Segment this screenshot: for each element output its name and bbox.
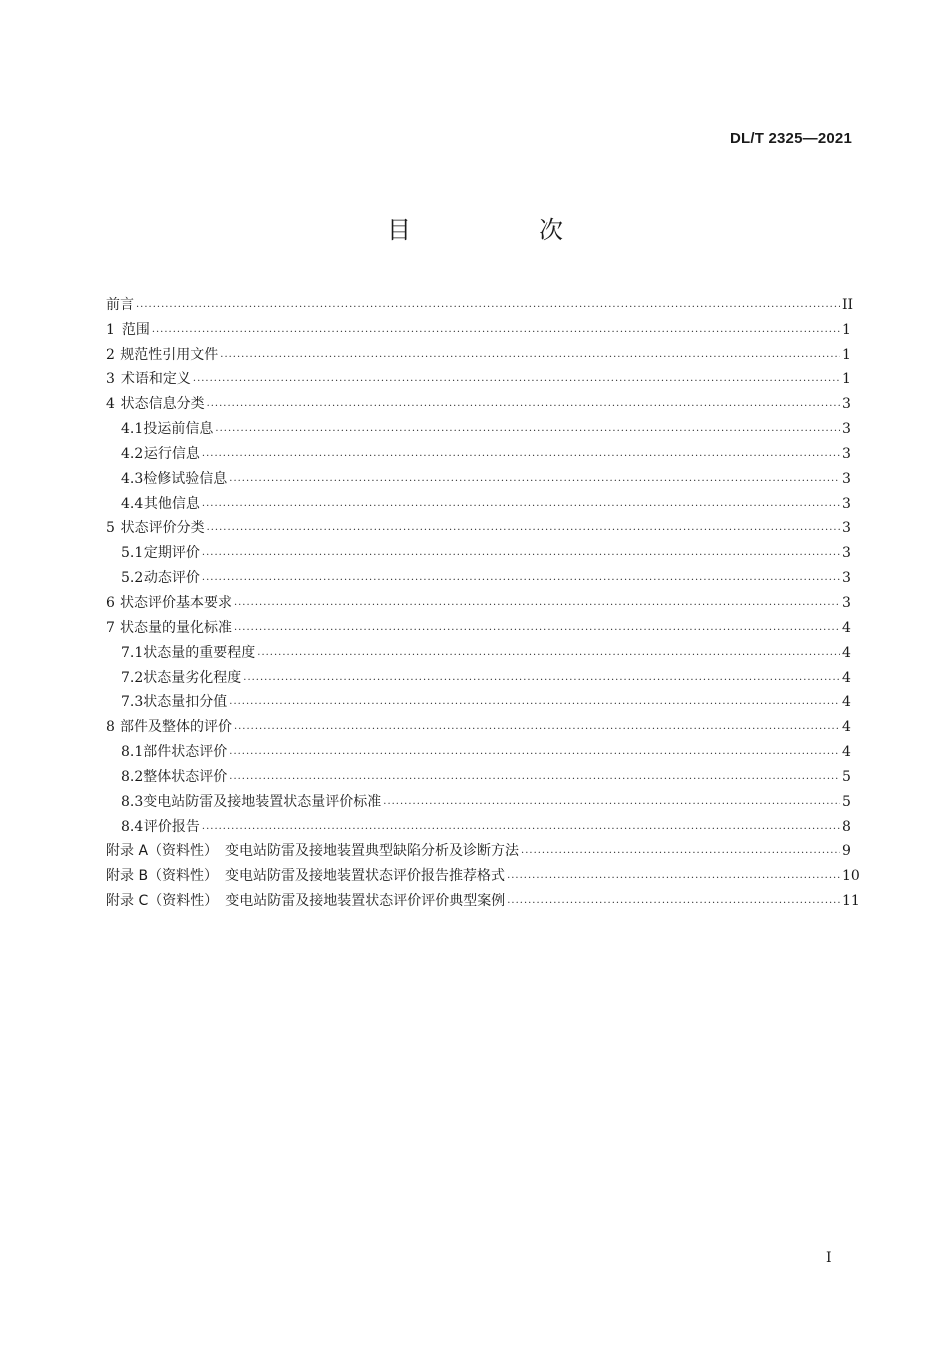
toc-entry-page: 3: [842, 570, 851, 587]
toc-dot-leader: [257, 650, 840, 662]
toc-entry-page: 3: [842, 421, 851, 438]
toc-entry-title: 状态量扣分值: [143, 694, 228, 711]
toc-entry-page: 3: [842, 520, 851, 537]
toc-dot-leader: [234, 600, 840, 612]
toc-entry-number: 1: [106, 321, 115, 338]
toc-entry-page: 1: [842, 346, 851, 363]
toc-entry-title: 附录 A（资料性） 变电站防雷及接地装置典型缺陷分析及诊断方法: [106, 843, 520, 860]
toc-entry[interactable]: [106, 562, 850, 587]
toc-entry[interactable]: [106, 587, 850, 612]
toc-dot-leader: [202, 575, 840, 587]
toc-entry-page: 1: [842, 321, 851, 338]
toc-dot-leader: [521, 848, 840, 860]
toc-entry-title: 规范性引用文件: [120, 346, 219, 363]
toc-entry-number: 4: [106, 396, 115, 413]
toc-entry[interactable]: [106, 537, 850, 562]
toc-entry-page: 3: [842, 495, 851, 512]
toc-entry-page: 4: [842, 669, 851, 686]
toc-entry-title: 部件及整体的评价: [119, 719, 232, 736]
toc-dot-leader: [229, 749, 840, 761]
toc-entry[interactable]: [106, 413, 850, 438]
toc-entry-title: 定期评价: [143, 545, 200, 562]
toc-entry-number: 4.4: [121, 495, 144, 512]
toc-dot-leader: [229, 774, 840, 786]
toc-entry-number: 5.1: [121, 545, 144, 562]
toc-entry-number: 8.2: [121, 768, 144, 785]
toc-entry-number: 8.3: [121, 793, 144, 810]
toc-entry-page: 4: [842, 719, 851, 736]
toc-entry-page: 3: [842, 545, 851, 562]
toc-dot-leader: [202, 451, 840, 463]
toc-entry-number: 8: [106, 719, 115, 736]
toc-entry-number: 5.2: [121, 570, 144, 587]
toc-dot-leader: [152, 327, 840, 339]
toc-dot-leader: [202, 501, 840, 513]
toc-dot-leader: [234, 724, 840, 736]
toc-entry[interactable]: [106, 612, 850, 637]
toc-dot-leader: [215, 426, 840, 438]
toc-entry-page: 5: [842, 793, 851, 810]
toc-entry-title: 范围: [121, 321, 150, 338]
toc-entry-title: 状态信息分类: [120, 396, 205, 413]
toc-entry[interactable]: [106, 438, 850, 463]
toc-dot-leader: [220, 352, 840, 364]
toc-entry-number: 4.2: [121, 445, 144, 462]
toc-entry[interactable]: [106, 836, 850, 861]
toc-entry-number: 8.4: [121, 818, 144, 835]
toc-dot-leader: [507, 898, 840, 910]
toc-entry-number: 7.2: [121, 669, 144, 686]
toc-entry-title: 运行信息: [143, 445, 200, 462]
toc-dot-leader: [243, 675, 840, 687]
page-number: I: [826, 1250, 832, 1266]
toc-entry[interactable]: [106, 662, 850, 687]
toc-entry-title: 状态评价分类: [120, 520, 205, 537]
toc-entry[interactable]: [106, 513, 850, 538]
toc-dot-leader: [507, 873, 840, 885]
toc-entry-title: 附录 B（资料性） 变电站防雷及接地装置状态评价报告推荐格式: [106, 868, 506, 885]
toc-entry-title: 动态评价: [143, 570, 200, 587]
toc-entry-page: 10: [842, 868, 860, 885]
toc-entry-number: 7.1: [121, 644, 144, 661]
toc-dot-leader: [383, 799, 840, 811]
toc-entry[interactable]: [106, 637, 850, 662]
toc-entry[interactable]: [106, 885, 860, 910]
toc-entry-title: 变电站防雷及接地装置状态量评价标准: [143, 793, 382, 810]
toc-entry-number: 4.1: [121, 421, 144, 438]
toc-dot-leader: [193, 376, 840, 388]
toc-entry[interactable]: [106, 364, 850, 389]
toc-entry-title: 整体状态评价: [143, 768, 228, 785]
toc-dot-leader: [202, 824, 840, 836]
toc-entry-title: 术语和定义: [120, 371, 191, 388]
toc-entry[interactable]: [106, 339, 850, 364]
toc-entry-page: 4: [842, 644, 851, 661]
toc-entry[interactable]: [106, 711, 850, 736]
toc-entry[interactable]: [106, 388, 850, 413]
toc-entry-number: 5: [106, 520, 115, 537]
toc-entry-page: 1: [842, 371, 851, 388]
toc-entry[interactable]: [106, 488, 850, 513]
toc-entry-title: 评价报告: [143, 818, 200, 835]
toc-dot-leader: [207, 525, 840, 537]
document-code: DL/T 2325—2021: [729, 130, 852, 147]
toc-entry[interactable]: [106, 736, 850, 761]
toc-dot-leader: [202, 550, 840, 562]
toc-entry-page: 9: [842, 843, 851, 860]
toc-entry-page: 8: [842, 818, 851, 835]
toc-entry[interactable]: [106, 860, 860, 885]
toc-entry-number: 8.1: [121, 744, 144, 761]
table-of-contents: [106, 289, 860, 910]
toc-entry-title: 投运前信息: [143, 421, 214, 438]
toc-entry-number: 3: [106, 371, 115, 388]
toc-entry-page: 4: [842, 744, 851, 761]
toc-entry-page: 4: [842, 619, 851, 636]
toc-entry-page: 4: [842, 694, 851, 711]
toc-entry-title: 部件状态评价: [143, 744, 228, 761]
toc-entry-number: 4.3: [121, 470, 144, 487]
toc-entry[interactable]: [106, 289, 854, 314]
toc-entry-title: 状态量的量化标准: [119, 619, 232, 636]
toc-dot-leader: [229, 476, 840, 488]
toc-entry-title: 状态量的重要程度: [143, 644, 256, 661]
toc-entry-title: 附录 C（资料性） 变电站防雷及接地装置状态评价评价典型案例: [106, 893, 506, 910]
toc-entry[interactable]: [106, 811, 850, 836]
toc-entry-number: 7: [106, 619, 115, 636]
toc-entry-title: 其他信息: [143, 495, 200, 512]
toc-dot-leader: [207, 401, 840, 413]
toc-entry[interactable]: [106, 687, 850, 712]
toc-entry[interactable]: [106, 314, 850, 339]
page-title: 目 次: [387, 216, 615, 244]
toc-dot-leader: [234, 625, 840, 637]
toc-entry[interactable]: [106, 786, 850, 811]
toc-entry-page: 5: [842, 768, 851, 785]
toc-entry-page: 3: [842, 396, 851, 413]
toc-entry[interactable]: [106, 463, 850, 488]
toc-entry-title: 状态评价基本要求: [119, 594, 232, 611]
toc-dot-leader: [136, 302, 840, 314]
toc-entry-number: 6: [106, 594, 115, 611]
toc-entry-page: 11: [842, 893, 860, 910]
toc-entry-title: 检修试验信息: [143, 470, 228, 487]
toc-entry-number: 2: [106, 346, 115, 363]
toc-entry-page: 3: [842, 594, 851, 611]
toc-dot-leader: [229, 699, 840, 711]
toc-entry[interactable]: [106, 761, 850, 786]
toc-entry-title: 前言: [106, 296, 134, 313]
toc-entry-number: 7.3: [121, 694, 144, 711]
toc-entry-page: II: [842, 296, 854, 313]
toc-entry-page: 3: [842, 470, 851, 487]
toc-entry-title: 状态量劣化程度: [143, 669, 242, 686]
toc-entry-page: 3: [842, 445, 851, 462]
